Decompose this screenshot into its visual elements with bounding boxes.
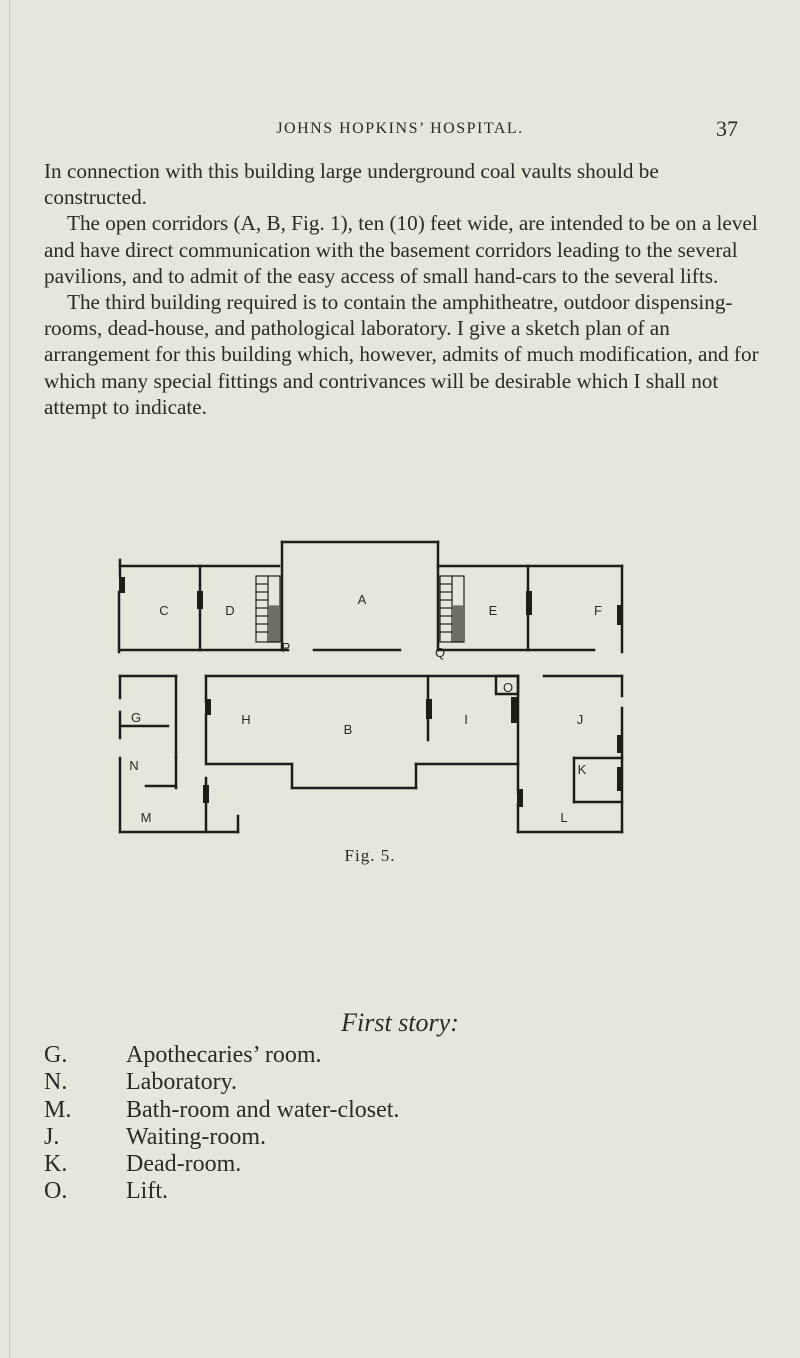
body-text (44, 158, 764, 420)
legend-item (44, 1069, 644, 1096)
page-header (0, 116, 800, 144)
room-label-i: I (464, 712, 468, 727)
legend-key: G. (44, 1042, 68, 1068)
legend-key: J. (44, 1123, 60, 1150)
room-legend (44, 1042, 644, 1206)
legend-key: M. (44, 1096, 72, 1123)
legend-desc: Apothecaries’ room. (126, 1042, 322, 1068)
legend-desc: Dead-room. (126, 1151, 242, 1178)
room-label-f: F (594, 603, 602, 618)
room-label-e: E (488, 603, 498, 618)
paragraph: The open corridors (A, B, Fig. 1), ten (10) feet wide, are intended to be on a level and have direct communication with the basement corridors leading to the several pavilions, and to admit of the easy access of small hand-cars to the several lifts. (44, 211, 758, 288)
legend-title: First story: (341, 1008, 459, 1037)
page-number: 37 (716, 116, 738, 141)
room-label-j: J (576, 712, 584, 727)
legend-item (44, 1124, 644, 1151)
legend-desc: Lift. (126, 1178, 168, 1205)
legend-key: N. (44, 1069, 68, 1096)
paragraph: The third building required is to contain the amphitheatre, outdoor dispensing-rooms, dead-house, and pathological laboratory. I give a sketch plan of an arrangement for this building which, however, admits of much modification, and for which many special fittings and contrivances will be desirable which I shall not attempt to indicate. (44, 290, 759, 419)
legend-desc: Laboratory. (126, 1069, 238, 1096)
room-label-h: H (241, 712, 251, 727)
top-wing-walls (119, 542, 622, 652)
staircase-left (256, 576, 280, 642)
room-label-p: P (281, 640, 291, 655)
running-head: JOHNS HOPKINS’ HOSPITAL. (276, 120, 524, 137)
top-wing-jambs (122, 580, 620, 622)
legend-item (44, 1178, 644, 1205)
legend-desc: Waiting-room. (126, 1123, 267, 1150)
room-label-a: A (357, 592, 367, 607)
room-label-b: B (343, 722, 353, 737)
legend-item (44, 1042, 644, 1069)
room-label-n: N (129, 758, 139, 773)
staircase-right (440, 576, 464, 642)
room-label-o: O (502, 680, 514, 695)
legend-item (44, 1097, 644, 1124)
paragraph: In connection with this building large underground coal vaults should be constructed. (44, 159, 659, 210)
legend-item (44, 1151, 644, 1178)
page-edge-line (9, 0, 10, 1358)
room-label-k: K (577, 762, 587, 777)
room-label-d: D (225, 603, 235, 618)
figure-caption: Fig. 5. (344, 846, 396, 865)
floor-plan-figure (110, 532, 635, 842)
room-label-l: L (560, 810, 568, 825)
legend-key: O. (44, 1178, 68, 1205)
room-label-c: C (159, 603, 169, 618)
room-label-g: G (130, 710, 142, 725)
room-label-m: M (140, 810, 152, 825)
legend-key: K. (44, 1151, 68, 1178)
legend-desc: Bath-room and water-closet. (126, 1096, 400, 1123)
middle-wing-walls (120, 676, 622, 832)
room-label-q: Q (434, 645, 446, 660)
